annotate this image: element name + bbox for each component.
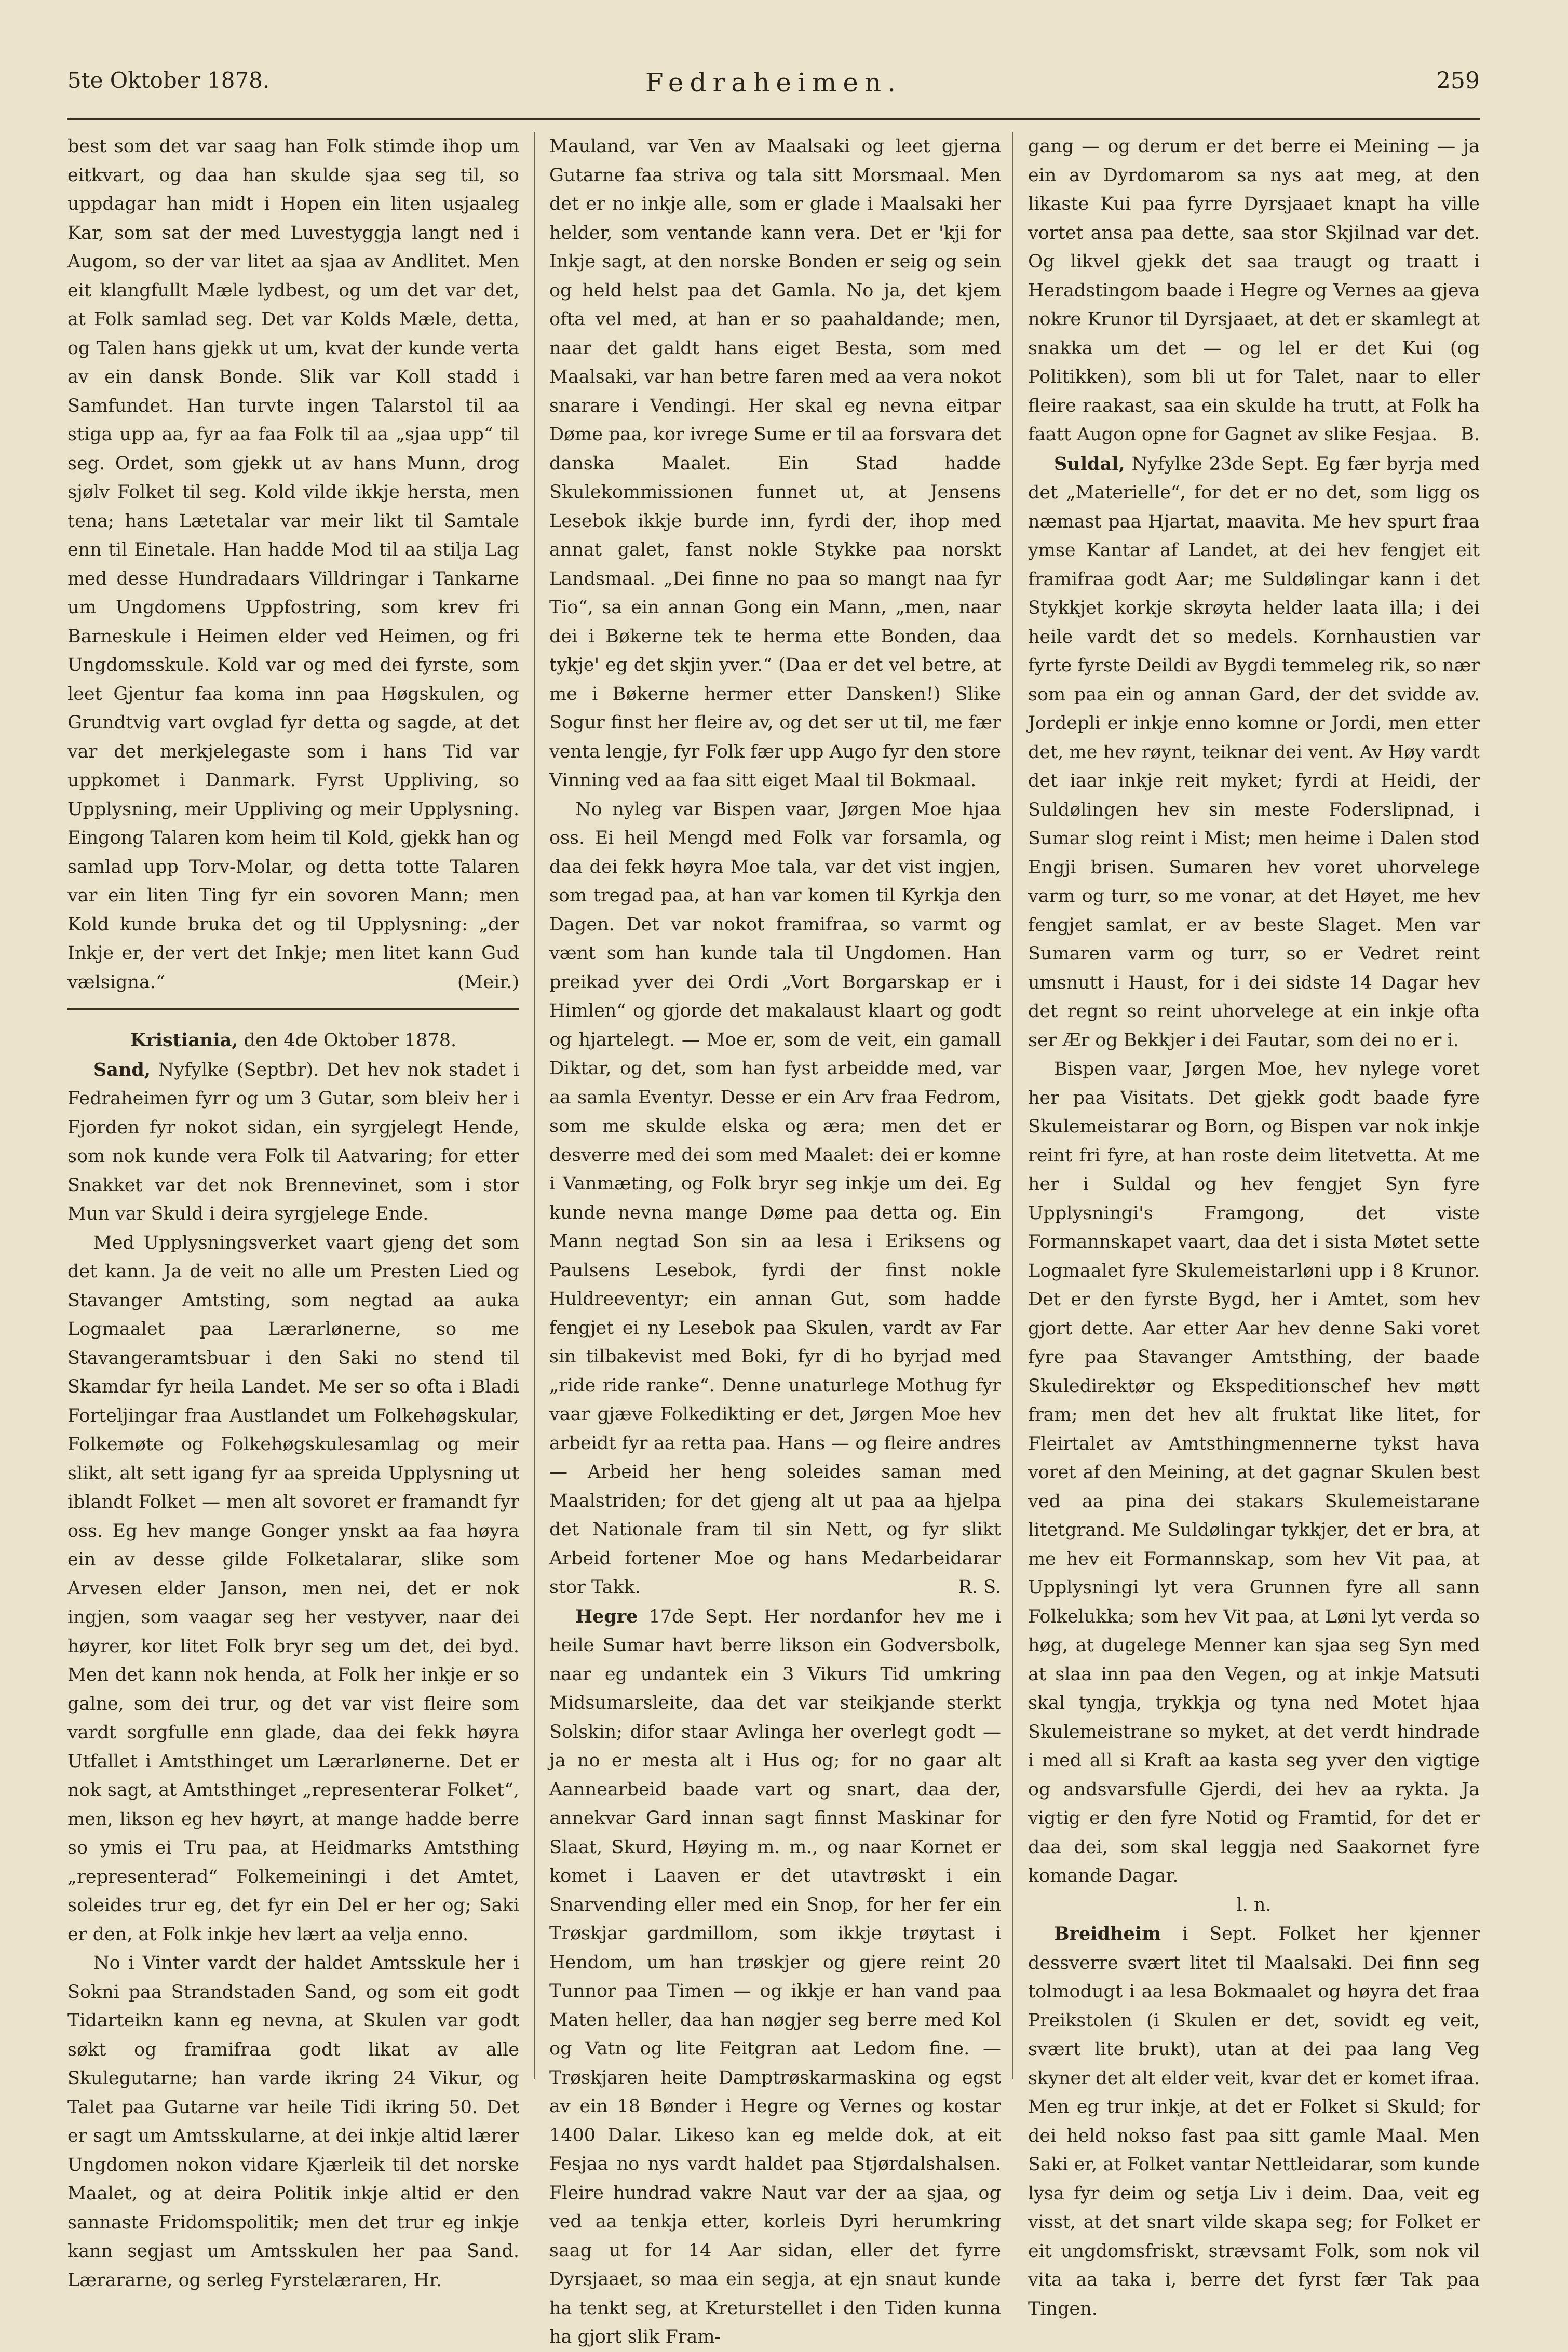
dateline: Kristiania, den 4de Oktober 1878. (130, 1030, 457, 1051)
place-name: Hegre (575, 1605, 638, 1627)
article-paragraph: Mauland, var Ven av Maalsaki og leet gjerna Gutarne faa striva og tala sitt Morsmaal. Men det er no inkje alle, som er glade i Maalsaki her helder, som ventande kann vera. Det er 'kji for Inkje sagt, at den norske Bonden er seig og sein og held helst paa det Gamla. No ja, det kjem ofta vel med, at han er so paahaldande; men, naar det galdt hans eiget Besta, som med Maalsaki, var han betre faren med aa vera nokot snarare i Vendingi. Her skal eg nevna eitpar Døme paa, kor ivrege Sume er til aa forsvara det danska Maalet. Ein Stad hadde Skulekommissionen funnet ut, at Jensens Lesebok ikkje burde inn, fyrdi der, ihop med annat galet, fanst nokle Stykke paa norskt Landsmaal. „Dei finne no paa so mangt naa fyr Tio“, sa ein annan Gong ein Mann, „men, naar dei i Bøkerne tek te herma ette Bonden, daa tykje' eg det skjin yver.“ (Daa er det vel betre, at me i Bøkerne hermer etter Dansken!) Slike Sogur finst her fleire av, og det ser ut til, me fær venta lengje, fyr Folk fær upp Augo fyr den store Vinning ved aa faa sitt eiget Maal til Bokmaal. (549, 136, 1001, 791)
article-paragraph: No nyleg var Bispen vaar, Jørgen Moe hjaa oss. Ei heil Mengd med Folk var forsamla, og daa dei fekk høyra Moe tala, var det vist ingjen, som tregad paa, at han var komen til Kyrkja den Dagen. Det var nokot framifraa, so varmt og vænt som han kunde tala til Ungdomen. Han preikad yver dei Ordi „Vort Borgarskap er i Himlen“ og gjorde det makalaust klaart og godt og hjartelegt. — Moe er, som de veit, ein gamall Diktar, og det, som han fyst arbeidde med, var aa samla Eventyr. Desse er ein Arv fraa Fedrom, som me skulde elska og æra; men det er desverre med dei som med Maalet: dei er komne i Vanmæting, og Folk bryr seg inkje um dei. Eg kunde nevna mange Døme paa detta og. Ein Mann negtad Son sin aa lesa i Eriksens og Paulsens Lesebok, fyrdi der finst nokle Huldreeventyr; ein annan Gut, som hadde fengjet ei ny Lesebok paa Skulen, vardt av Far sin tilbakevist med Boki, fyr di ho byrjad med „ride ride ranke“. Denne unaturlege Mothug fyr vaar gjæve Folkedikting er det, Jørgen Moe hev arbeidt fyr aa retta paa. Hans — og fleire andres — Arbeid her heng soleides saman med Maalstriden; for det gjeng alt ut paa aa hjelpa det Nationale fram til sin Nett, og fyr slikt Arbeid fortener Moe og hans Medarbeidarar stor Takk. R. S. (549, 795, 1001, 1602)
page-header (67, 67, 1480, 99)
section-separator (67, 1008, 519, 1013)
dateline-place: Kristiania, (130, 1030, 238, 1051)
article-paragraph: Breidheim i Sept. Folket her kjenner dessverre svært litet til Maalsaki. Dei finn seg tolmodugt i aa lesa Bokmaalet og høyra det fraa Preikstolen (i Skulen er det, sovidt eg veit, svært lite brukt), utan at dei paa lang Veg skyner det alt elder veit, kvar det er komet ifraa. Men eg trur inkje, at det er Folket si Skuld; for dei held nokso fast paa sitt gamle Maal. Men Saki er, at Folket vantar Nettleidarar, som kunde lysa fyr deim og setja Liv i deim. Daa, veit eg visst, at det snart vilde skapa seg; for Folket er eit ungdomsfriskt, strævsamt Folk, som nok vil vita aa taka i, berre det fyrst fær Tak paa Tingen. (1028, 1923, 1480, 2319)
column-3 (1028, 132, 1480, 2323)
page-number: 259 (1436, 67, 1480, 94)
issue-date: 5te Oktober 1878. (67, 67, 270, 93)
header-rule (67, 118, 1480, 120)
article-paragraph: No i Vinter vardt der haldet Amtsskule her i Sokni paa Strandstaden Sand, og som eit godt Tidarteikn kann eg nevna, at Skulen var godt søkt og framifraa godt likat av alle Skulegutarne; han varde ikring 24 Vikur, og Talet paa Gutarne var heile Tidi ikring 50. Det er sagt um Amtsskularne, at dei inkje altid lærer Ungdomen nokon vidare Kjærleik til det norske Maalet, og at deira Politik inkje altid er den sannaste Fridomspolitik; men det trur eg inkje kann segjast um Amtsskulen her paa Sand. Lærararne, og serleg Fyrstelæraren, Hr. (67, 1953, 519, 2291)
column-rule (1012, 132, 1013, 2079)
column-2 (549, 132, 1001, 2352)
article-paragraph: gang — og derum er det berre ei Meining — ja ein av Dyrdomarom sa nys aat meg, at den likaste Kui paa fyrre Dyrsjaaet knapt ha ville vortet ansa paa dette, saa stor Skjilnad var det. Og likvel gjekk det saa traugt og traatt i Heradstingom baade i Hegre og Vernes aa gjeva nokre Krunor til Dyrsjaaet, at det er skamlegt at snakka um det — og lel er det Kui (og Politikken), som bli ut for Talet, naar to eller fleire raakast, saa ein skulde ha trutt, at Folk ha faatt Augon opne for Gagnet av slike Fesjaa. B. (1028, 132, 1480, 450)
signature: l. n. (1236, 1894, 1272, 1915)
place-name: Breidheim (1054, 1923, 1161, 1944)
signature: (Meir.) (457, 971, 519, 993)
signature: B. (1461, 424, 1480, 445)
column-rule (534, 132, 535, 2079)
article-paragraph: best som det var saag han Folk stimde ihop um eitkvart, og daa han skulde sjaa seg til, so uppdagar han midt i Hopen ein liten usjaaleg Kar, som sat der med Luvestyggja langt ned i Augom, so der var litet aa sjaa av Andlitet. Men eit klangfullt Mæle lydbest, og um det var det, at Folk samlad seg. Det var Kolds Mæle, detta, og Talen hans gjekk ut um, kvat der kunde verta av ein dansk Bonde. Slik var Koll stadd i Samfundet. Han turvte ingen Talarstol til aa stiga upp aa, fyr aa faa Folk til aa „sjaa upp“ til seg. Ordet, som gjekk ut av hans Munn, drog sjølv Folket til seg. Kold vilde ikkje hersta, men tena; hans Lætetalar var meir likt til Samtale enn til Einetale. Han hadde Mod til aa stilja Lag med desse Hundradaars Villdringar i Tankarne um Ungdomens Uppfostring, som krev fri Barneskule i Heimen elder ved Heimen, og fri Ungdomsskule. Kold var og med dei fyrste, som leet Gjentur faa koma inn paa Høgskulen, og Grundtvig vart ovglad fyr detta og sagde, at det var det merkjelegaste som i hans Tid var uppkomet i Danmark. Fyrst Uppliving, so Upplysning, meir Uppliving og meir Upplysning. Eingong Talaren kom heim til Kold, gjekk han og samlad upp Torv-Molar, og detta totte Talaren var ein liten Ting fyr ein sovoren Mann; men Kold kunde bruka det og til Upplysning: „der Inkje er, der vert det Inkje; men litet kann Gud vælsigna.“ (Meir.) (67, 132, 519, 997)
signature: R. S. (958, 1577, 1001, 1598)
article-paragraph: Hegre 17de Sept. Her nordanfor hev me i heile Sumar havt berre likson ein Godversbolk, naar eg undantek ein 3 Vikurs Tid umkring Midsumarsleite, daa det var steikjande sterkt Solskin; difor staar Avlinga her overlegt godt — ja no er mesta alt i Hus og; for no gaar alt Aannearbeid baade vart og snart, daa der, annekvar Gard innan sagt finnst Maskinar for Slaat, Skurd, Høying m. m., og naar Kornet er komet i Laaven er det utavtrøskt i ein Snarvending eller med ein Snop, for her fer ein Trøskjar gardmillom, som ikkje trøytast i Hendom, um han trøskjer og gjere reint 20 Tunnor paa Timen — og ikkje er han vand paa Maten heller, daa han nøgjer seg berre med Kol og Vatn og lite Feitgran aat Ledom fine. — Trøskjaren heite Damptrøskarmaskina og egst av ein 18 Bønder i Hegre og Vernes og kostar 1400 Dalar. Likeso kan eg melde dok, at eit Fesjaa no nys vardt haldet paa Stjørdalshalsen. Fleire hundrad vakre Naut var der aa sjaa, og ved aa tenkja etter, korleis Dyri herumkring saag ut for 14 Aar sidan, eller det fyrre Dyrsjaaet, so maa ein segja, at ejn snaut kunde ha tenkt seg, at Kreturstellet i den Tiden kunna ha gjort slik Fram- (549, 1605, 1001, 2347)
article-paragraph: Bispen vaar, Jørgen Moe, hev nylege voret her paa Visitats. Det gjekk godt baade fyre Skulemeistarar og Born, og Bispen var nok inkje reint fri fyre, at han roste deim litetvetta. At me her i Suldal og hev fengjet Syn fyre Upplysningi's Framgong, det viste Formannskapet vaart, daa det i sista Møtet sette Logmaalet fyre Skulemeistarløni upp i 8 Krunor. Det er den fyrste Bygd, her i Amtet, som hev gjort dette. Aar etter Aar hev denne Saki voret fyre paa Stavanger Amtsthing, der baade Skuledirektør og Ekspeditionschef hev møtt fram; men det hev alt fruktat like litet, for Fleirtalet av Amtsthingmennerne tykst hava voret af den Meining, at det gagnar Skulen best ved aa pina dei stakars Skulemeistarane litetgrand. Me Suldølingar tykkjer, det er bra, at me hev eit Formannskap, som hev Vit paa, at Upplysningi lyt vera Grunnen fyre all sann Folkelukka; som hev Vit paa, at Løni lyt verda so høg, at dugelege Menner kan sjaa seg Syn med at slaa inn paa den Vegen, og at inkje Matsuti skal tyngja, trykkja og tyna ned Motet hjaa Skulemeistrane so myket, at det verdt hindrade i med all si Kraft aa kasta seg yver den vigtige og andsvarsfulle Gjerdi, dei hev aa rykta. Ja vigtig er den fyre Notid og Framtid, for det er daa dei, som skal leggja ned Saakornet fyre komande Dagar. (1028, 1059, 1480, 1886)
newspaper-title: Fedraheimen. (645, 67, 902, 98)
article-paragraph: Suldal, Nyfylke 23de Sept. Eg fær byrja med det „Materielle“, for det er no det, som ligg os næmast paa Hjartat, maavita. Me hev spurt fraa ymse Kantar af Landet, at dei hev fengjet eit framifraa godt Aar; me Suldølingar kann i det Stykkjet korkje skrøyta helder laata illa; i dei heile vardt det so medels. Kornhaustien var fyrte fyrste Deildi av Bygdi temmeleg rik, so nær som paa ein og annan Gard, der det svidde av. Jordepli er inkje enno komne or Jordi, men etter det, me hev røynt, teiknar dei vent. Av Høy vardt det iaar inkje reit myket; fyrdi at Heidi, der Suldølingen hev sin meste Foderslipnad, i Sumar slog reint i Mist; men heime i Dalen stod Engji brisen. Sumaren hev voret uhorvelege varm og turr, so me vonar, at det Høyet, me hev fengjet samlat, er av beste Slaget. Men var Sumaren varm og turr, so er Vedret reint umsnutt i Haust, for i dei sidste 14 Dagar hev det regnt so reint uhorvelege at ein inkje ofta ser Ær og Bekkjer i dei Fautar, som dei no er i. (1028, 453, 1480, 1051)
article-paragraph: Med Upplysningsverket vaart gjeng det som det kann. Ja de veit no alle um Presten Lied og Stavanger Amtsting, som negtad aa auka Logmaalet paa Lærarlønerne, so me Stavangeramtsbuar i den Saki no stend til Skamdar fyr heila Landet. Me ser so ofta i Bladi Forteljingar fraa Austlandet um Folkehøgskular, Folkemøte og Folkehøgskulesamlag og meir slikt, alt sett igang fyr aa spreida Upplysning ut iblandt Folket — men alt sovoret er framandt fyr oss. Eg hev mange Gonger ynskt aa faa høyra ein av desse gilde Folketalarar, slike som Arvesen elder Janson, men nei, det er nok ingjen, som vaagar seg her vestyver, naar dei høyrer, kor litet Folk bryr seg um det, dei byd. Men det kann nok henda, at Folk her inkje er so galne, som dei trur, og det var vist fleire som vardt sorgfulle enn glade, daa dei fekk høyra Utfallet i Amtsthinget um Lærarlønerne. Det er nok sagt, at Amtsthinget „representerar Folket“, men, likson eg hev høyrt, at mange hadde berre so ymis ei Tru paa, at Heidmarks Amtsthing „representerad“ Folkemeiningi i det Amtet, soleides trur eg, det fyr ein Del er her og; Saki er den, at Folk inkje hev lært aa velja enno. (67, 1232, 519, 1945)
place-name: Sand, (93, 1059, 151, 1080)
column-1 (67, 132, 519, 2295)
article-paragraph: Sand, Nyfylke (Septbr). Det hev nok stadet i Fedraheimen fyrr og um 3 Gutar, som bleiv her i Fjorden fyr nokot sidan, ein syrgjelegt Hende, som nok kunde vera Folk til Aatvaring; for etter Snakket var det nok Brennevinet, som i stor Mun var Skuld i deira syrgjelege Ende. (67, 1059, 519, 1224)
place-name: Suldal, (1054, 453, 1125, 475)
